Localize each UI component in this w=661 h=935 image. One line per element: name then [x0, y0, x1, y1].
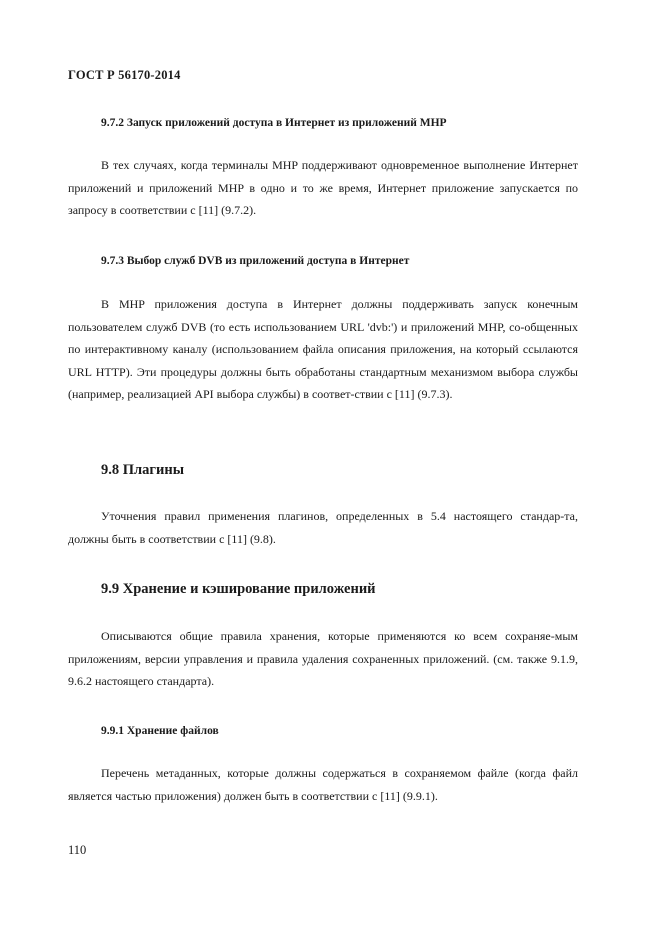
section-heading-9-7-2: 9.7.2 Запуск приложений доступа в Интернет из приложений MHP	[101, 117, 447, 129]
paragraph-9-7-2: В тех случаях, когда терминалы MHP поддерживают одновременное выполнение Интернет приложений и приложений MHP в одно и то же время, Интернет приложение запускается по запросу в соответствии с [11] (9.7.2).	[68, 158, 578, 217]
section-heading-9-8: 9.8 Плагины	[101, 462, 185, 478]
section-heading-9-9: 9.9 Хранение и кэширование приложений	[101, 581, 376, 597]
paragraph-9-9-1: Перечень метаданных, которые должны содержаться в сохраняемом файле (когда файл является частью приложения) должен быть в соответствии с [11] (9.9.1).	[68, 766, 578, 803]
section-heading-9-9-1: 9.9.1 Хранение файлов	[101, 725, 219, 737]
paragraph-9-8: Уточнения правил применения плагинов, определенных в 5.4 настоящего стандар-та, должны быть в соответствии с [11] (9.8).	[68, 509, 578, 546]
page-number: 110	[68, 843, 87, 857]
section-heading-9-7-3: 9.7.3 Выбор служб DVB из приложений доступа в Интернет	[101, 255, 410, 267]
paragraph-9-7-3: В MHP приложения доступа в Интернет должны поддерживать запуск конечным пользователем служб DVB (то есть использованием URL 'dvb:') и приложений MHP, со-общенных по интерактивному каналу (использованием файла описания приложения, на который ссылаются URL HTTP). Эти процедуры должны быть обработаны стандартным механизмом выбора службы (например, реализацией API выбора службы) в соответ-ствии с [11] (9.7.3).	[68, 297, 578, 401]
paragraph-9-9: Описываются общие правила хранения, которые применяются ко всем сохраняе-мым приложениям, версии управления и правила удаления сохраненных приложений. (см. также 9.1.9, 9.6.2 настоящего стандарта).	[68, 629, 578, 688]
document-header: ГОСТ Р 56170-2014	[68, 68, 181, 82]
